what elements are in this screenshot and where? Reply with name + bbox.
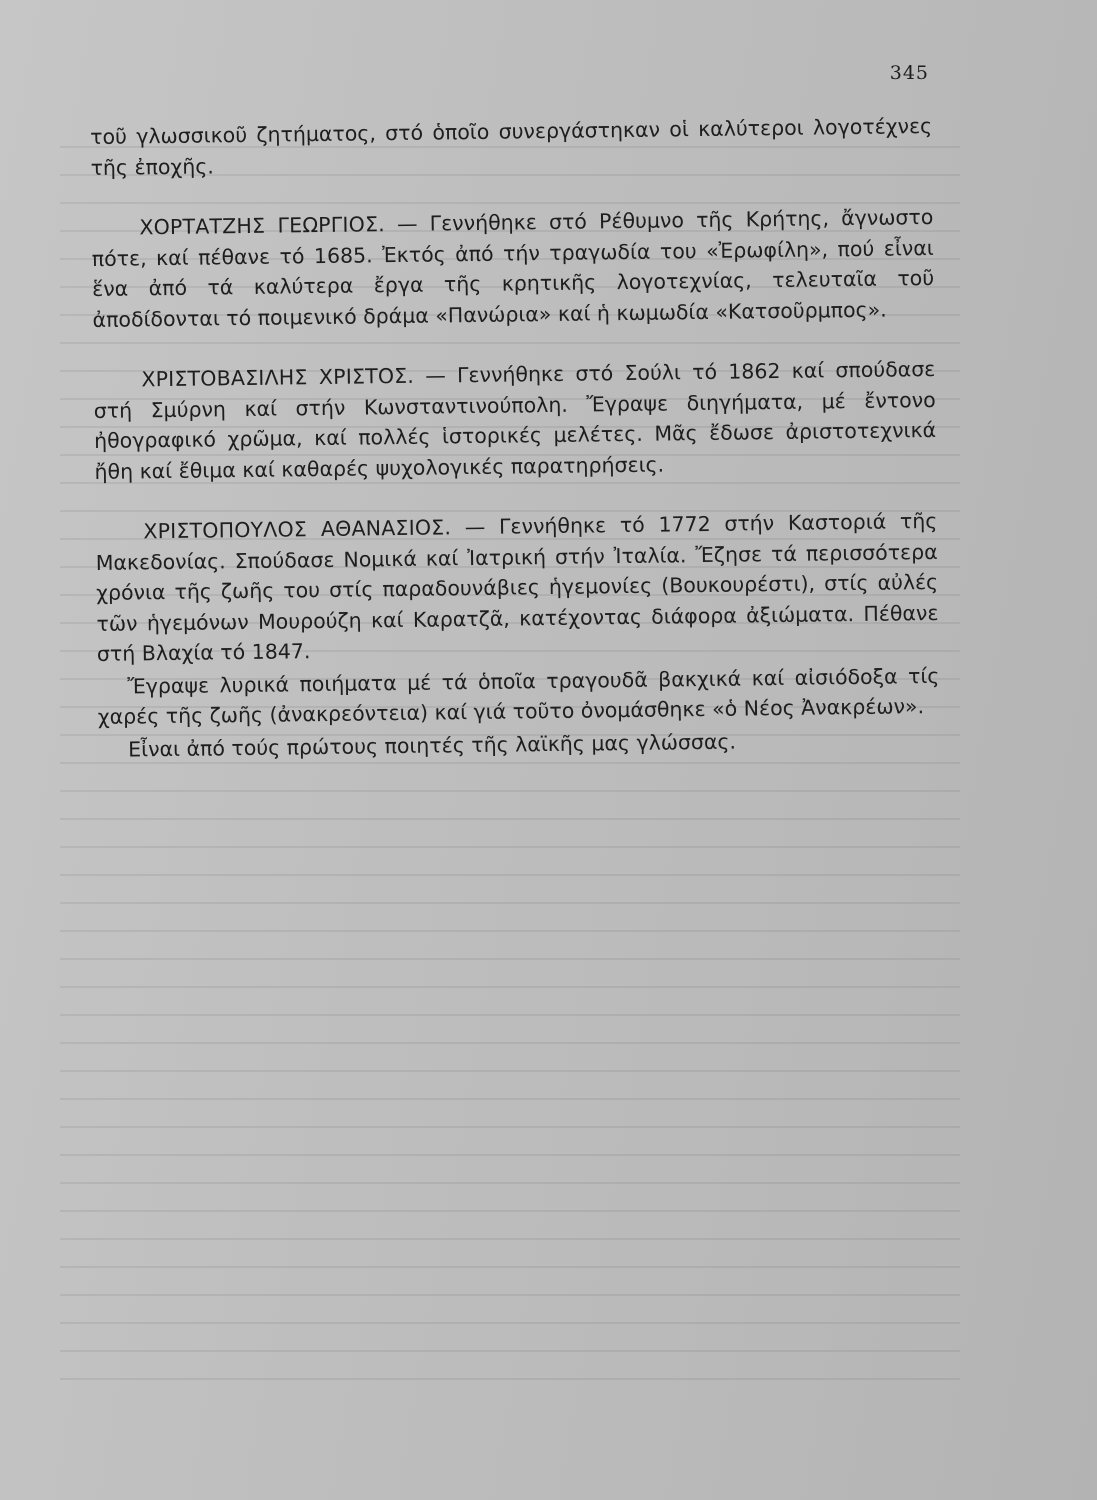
- continuation-paragraph: τοῦ γλωσσικοῦ ζητήματος, στό ὁποῖο συνεργάστηκαν οἱ καλύτεροι λογοτέχνες τῆς ἐποχῆς.: [90, 113, 933, 180]
- text-body: [90, 111, 940, 765]
- entry-chortatzis: [91, 202, 935, 335]
- page-number: 345: [889, 62, 929, 84]
- entry-body: — Γεννήθηκε στό Ρέθυμνο τῆς Κρήτης, ἄγνωστο πότε, καί πέθανε τό 1685. Ἐκτός ἀπό τήν τραγωδία του «Ἐρωφίλη», πού εἶναι ἕνα ἀπό τά καλύτερα ἔργα τῆς κρητικῆς λογοτεχνίας, τελευταῖα τοῦ ἀποδίδονται τό ποιμενικό δράμα «Πανώρια» καί ἡ κωμωδία «Κατσοῦρμπος».: [91, 204, 935, 332]
- entry-christopoulos: [95, 506, 939, 670]
- entry-body: — Γεννήθηκε στό Σούλι τό 1862 καί σπούδασε στή Σμύρνη καί στήν Κωνσταντινούπολη. Ἔγραψε διηγήματα, μέ ἔντονο ἠθογραφικό χρῶμα, καί πολλές ἱστορικές μελέτες. Μᾶς ἔδωσε ἀριστοτεχνικά ἤθη καί ἔθιμα καί καθαρές ψυχολογικές παρατηρήσεις.: [93, 356, 937, 484]
- entry-christovasilis: [93, 354, 937, 487]
- entry-heading: ΧΡΙΣΤΟΠΟΥΛΟΣ ΑΘΑΝΑΣΙΟΣ.: [143, 515, 452, 544]
- entry-body: — Γεννήθηκε τό 1772 στήν Καστοριά τῆς Μακεδονίας. Σπούδασε Νομικά καί Ἰατρική στήν Ἰταλία. Ἔζησε τά περισσότερα χρόνια τῆς ζωῆς του στίς παραδουνάβιες ἡγεμονίες (Βουκουρέστι), στίς αὐλές τῶν ἡγεμόνων Μουρούζη καί Καρατζᾶ, κατέχοντας διάφορα ἀξιώματα. Πέθανε στή Βλαχία τό 1847.: [95, 508, 939, 666]
- entry-heading: ΧΡΙΣΤΟΒΑΣΙΛΗΣ ΧΡΙΣΤΟΣ.: [141, 363, 415, 392]
- entry-heading: ΧΟΡΤΑΤΖΗΣ ΓΕΩΡΓΙΟΣ.: [139, 212, 386, 240]
- entry-christopoulos-paragraph: Ἔγραψε λυρικά ποιήματα μέ τά ὁποῖα τραγουδᾶ βακχικά καί αἰσιόδοξα τίς χαρές τῆς ζωῆς (ἀνακρεόντεια) καί γιά τοῦτο ὀνομάσθηκε «ὁ Νέος Ἀνακρέων».: [97, 663, 940, 729]
- entry-christopoulos-paragraph: Εἶναι ἀπό τούς πρώτους ποιητές τῆς λαϊκῆς μας γλώσσας.: [128, 729, 737, 762]
